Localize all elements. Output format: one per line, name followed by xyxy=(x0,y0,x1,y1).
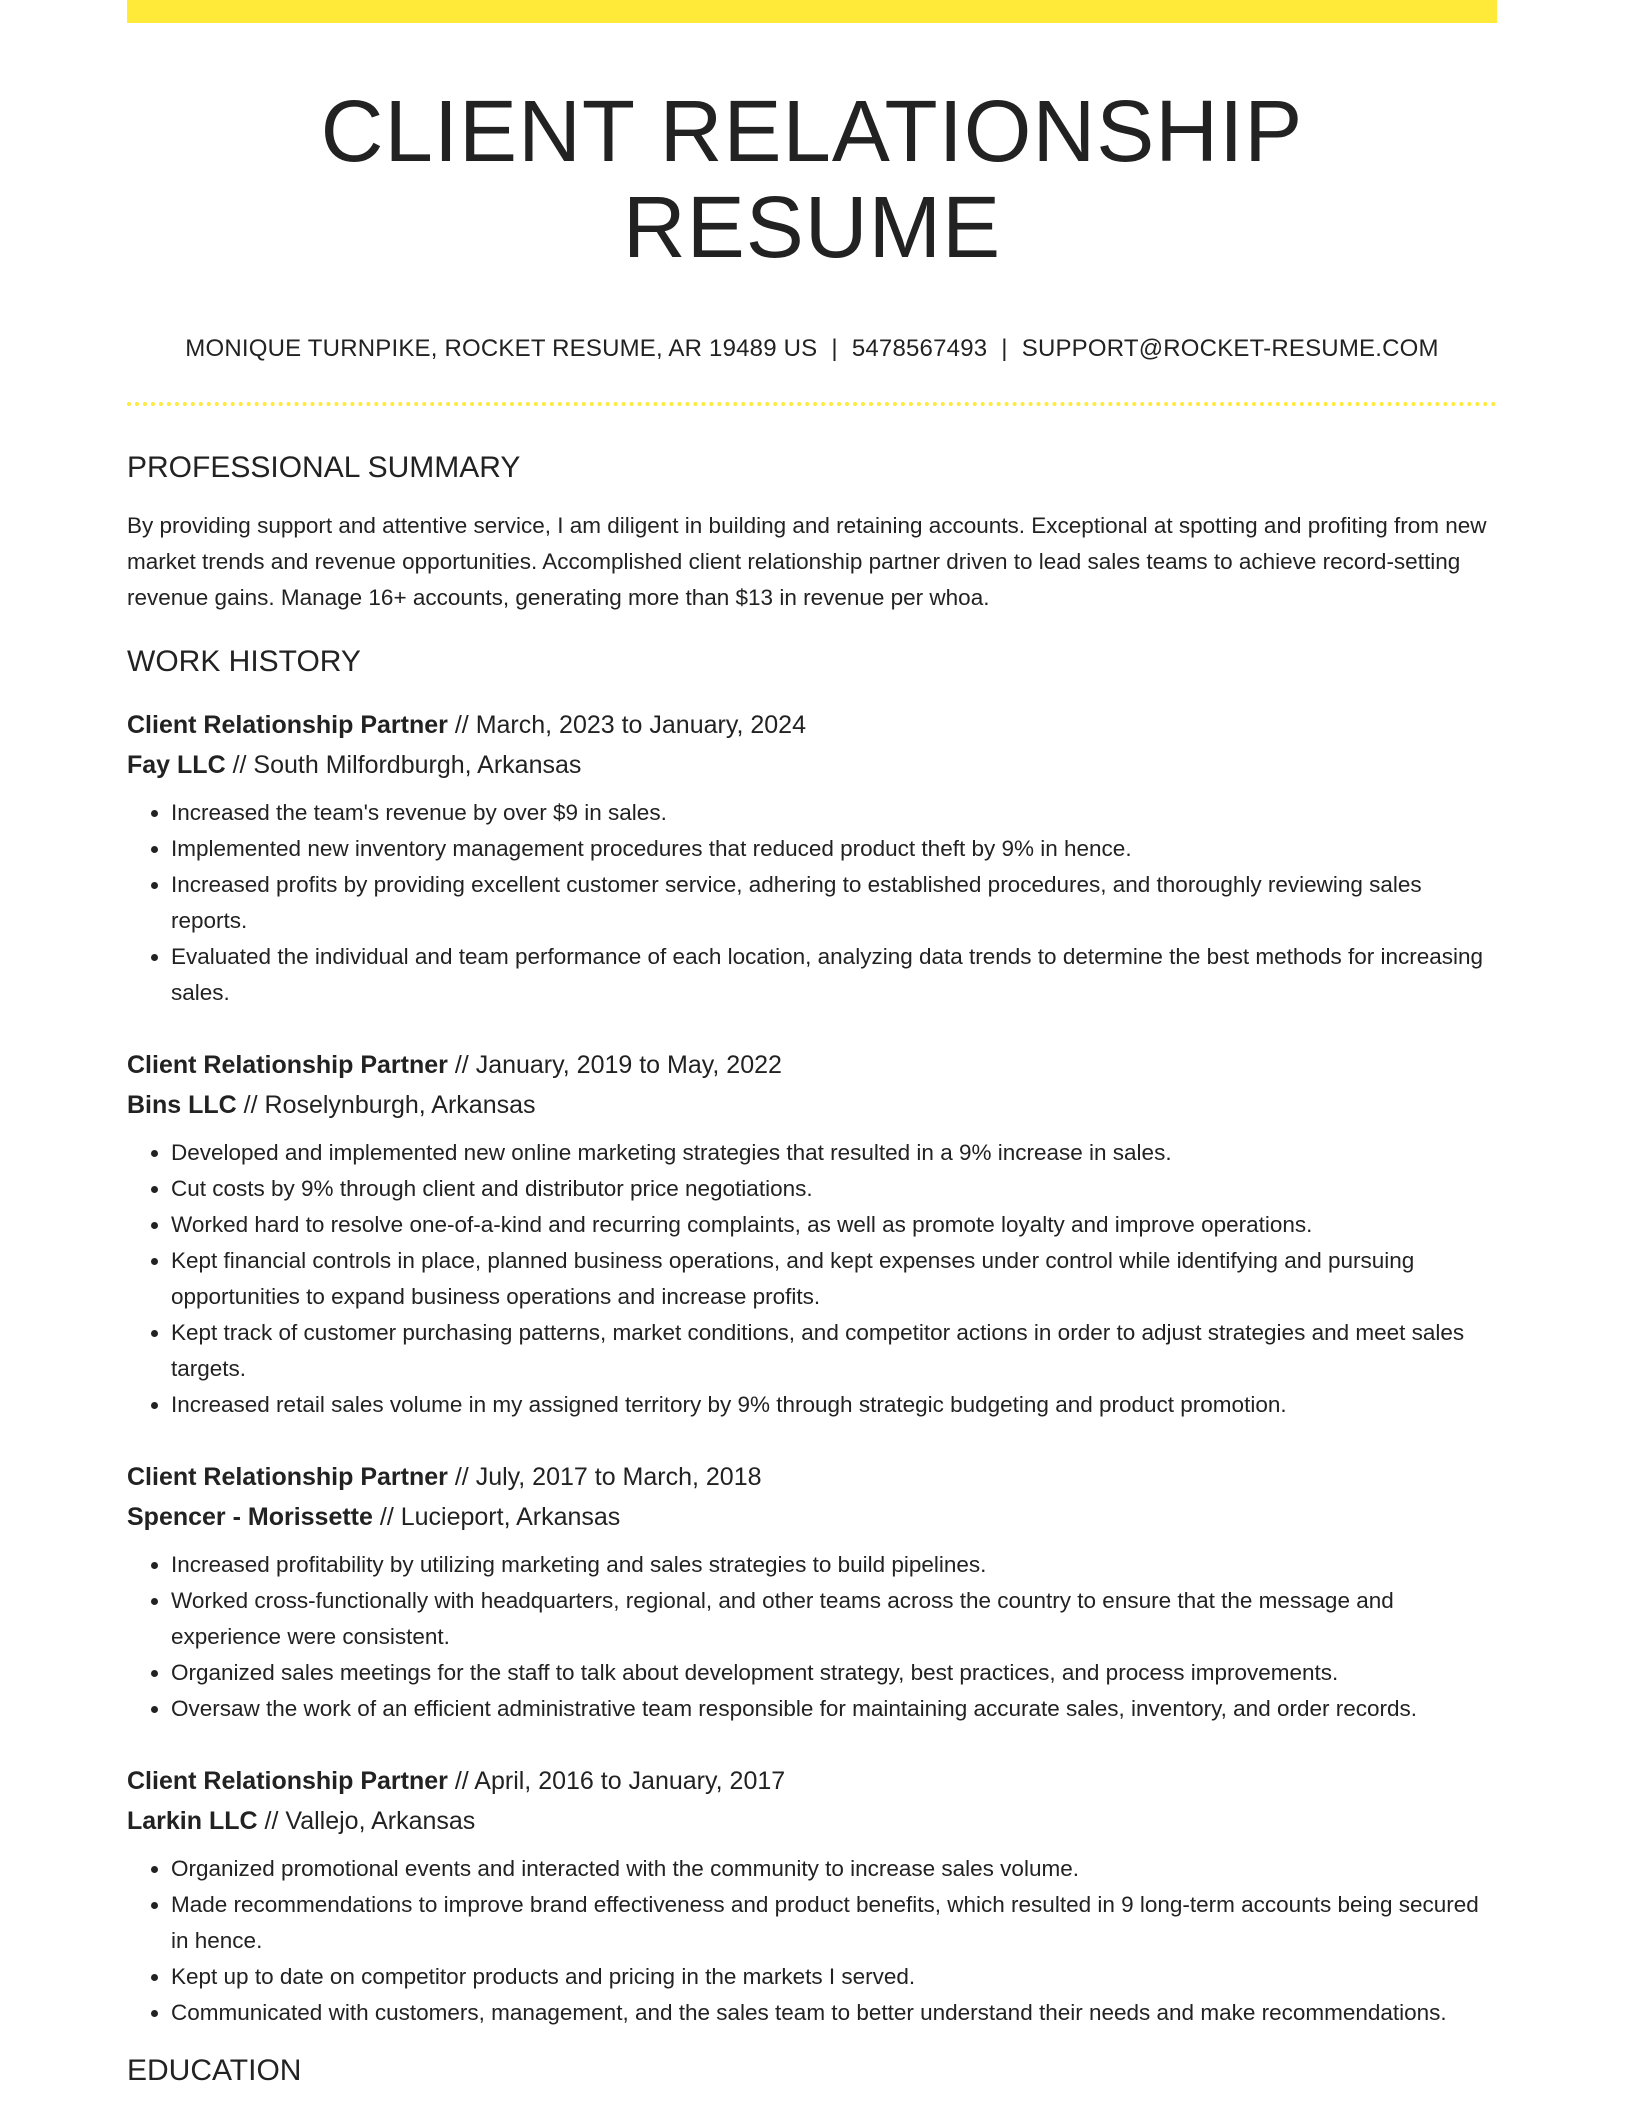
job-location: Vallejo, Arkansas xyxy=(285,1807,476,1836)
contact-address: MONIQUE TURNPIKE, ROCKET RESUME, AR 19489 US xyxy=(185,335,818,363)
job-title: Client Relationship Partner xyxy=(127,711,448,740)
job-dates: April, 2016 to January, 2017 xyxy=(474,1767,786,1796)
job-entry xyxy=(127,1045,1497,1423)
job-separator: // xyxy=(447,1463,476,1492)
job-title-line xyxy=(127,1761,1497,1801)
job-bullet: • Worked cross-functionally with headquarters, regional, and other teams across the country to ensure that the message and experience were consistent. xyxy=(171,1583,1497,1655)
job-bullet: • Cut costs by 9% through client and distributor price negotiations. xyxy=(171,1171,1497,1207)
job-bullet: • Evaluated the individual and team performance of each location, analyzing data trends to determine the best methods for increasing sales. xyxy=(171,939,1497,1011)
job-bullets xyxy=(127,1851,1497,2031)
job-company-line xyxy=(127,745,1497,785)
job-bullets xyxy=(127,1135,1497,1423)
summary-heading: PROFESSIONAL SUMMARY xyxy=(127,451,521,485)
job-bullet: • Increased profits by providing excellent customer service, adhering to established procedures, and thoroughly reviewing sales reports. xyxy=(171,867,1497,939)
job-bullet: • Increased retail sales volume in my assigned territory by 9% through strategic budgeting and product promotion. xyxy=(171,1387,1497,1423)
resume-page xyxy=(127,0,1497,2089)
job-bullet: • Organized sales meetings for the staff to talk about development strategy, best practices, and process improvements. xyxy=(171,1655,1497,1691)
job-bullet: • Kept financial controls in place, planned business operations, and kept expenses under control while identifying and pursuing opportunities to expand business operations and increase profits. xyxy=(171,1243,1497,1315)
job-bullet: • Organized promotional events and interacted with the community to increase sales volume. xyxy=(171,1851,1497,1887)
job-company: Fay LLC xyxy=(127,751,226,780)
job-location: South Milfordburgh, Arkansas xyxy=(253,751,582,780)
job-separator: // xyxy=(372,1503,401,1532)
job-separator: // xyxy=(257,1807,286,1836)
job-location: Lucieport, Arkansas xyxy=(400,1503,621,1532)
job-bullets xyxy=(127,1547,1497,1727)
job-bullet: • Implemented new inventory management procedures that reduced product theft by 9% in hence. xyxy=(171,831,1497,867)
contact-separator: | xyxy=(831,335,838,363)
job-title-line xyxy=(127,705,1497,745)
job-title: Client Relationship Partner xyxy=(127,1051,448,1080)
job-separator: // xyxy=(236,1091,265,1120)
job-company-line xyxy=(127,1085,1497,1125)
job-title-line xyxy=(127,1457,1497,1497)
job-company-line xyxy=(127,1801,1497,1841)
job-bullet: • Developed and implemented new online marketing strategies that resulted in a 9% increase in sales. xyxy=(171,1135,1497,1171)
contact-line xyxy=(127,335,1497,364)
summary-text: By providing support and attentive service, I am diligent in building and retaining accounts. Exceptional at spotting and profiting from new market trends and revenue opportunities. Accomplished client relationship partner driven to lead sales teams to achieve record-setting revenue gains. Manage 16+ accounts, generating more than $13 in revenue per whoa. xyxy=(127,513,1487,611)
job-dates: January, 2019 to May, 2022 xyxy=(475,1051,782,1080)
job-separator: // xyxy=(225,751,254,780)
education-heading: EDUCATION xyxy=(127,2054,302,2088)
job-entry xyxy=(127,1457,1497,1727)
resume-title: CLIENT RELATIONSHIP RESUME xyxy=(320,83,1304,276)
job-company: Bins LLC xyxy=(127,1091,237,1120)
contact-separator: | xyxy=(1001,335,1008,363)
job-separator: // xyxy=(447,711,476,740)
accent-top-bar xyxy=(127,0,1497,23)
job-bullet: • Oversaw the work of an efficient administrative team responsible for maintaining accurate sales, inventory, and order records. xyxy=(171,1691,1497,1727)
job-location: Roselynburgh, Arkansas xyxy=(264,1091,536,1120)
job-company: Spencer - Morissette xyxy=(127,1503,373,1532)
contact-phone: 5478567493 xyxy=(851,335,988,363)
job-company-line xyxy=(127,1497,1497,1537)
job-company: Larkin LLC xyxy=(127,1807,258,1836)
job-entry xyxy=(127,1761,1497,2031)
job-bullet: • Increased profitability by utilizing marketing and sales strategies to build pipelines. xyxy=(171,1547,1497,1583)
job-title: Client Relationship Partner xyxy=(127,1463,448,1492)
job-title-line xyxy=(127,1045,1497,1085)
job-bullet: • Kept track of customer purchasing patterns, market conditions, and competitor actions in order to adjust strategies and meet sales targets. xyxy=(171,1315,1497,1387)
job-dates: July, 2017 to March, 2018 xyxy=(475,1463,762,1492)
job-bullet: • Communicated with customers, management, and the sales team to better understand their needs and make recommendations. xyxy=(171,1995,1497,2031)
contact-email: SUPPORT@ROCKET-RESUME.COM xyxy=(1021,335,1439,363)
work-history-heading: WORK HISTORY xyxy=(127,645,361,679)
job-separator: // xyxy=(447,1767,475,1796)
job-bullet: • Kept up to date on competitor products and pricing in the markets I served. xyxy=(171,1959,1497,1995)
job-separator: // xyxy=(447,1051,476,1080)
job-bullet: • Worked hard to resolve one-of-a-kind and recurring complaints, as well as promote loyalty and improve operations. xyxy=(171,1207,1497,1243)
job-entry xyxy=(127,705,1497,1011)
job-bullets xyxy=(127,795,1497,1011)
job-dates: March, 2023 to January, 2024 xyxy=(475,711,806,740)
job-bullet: • Made recommendations to improve brand effectiveness and product benefits, which resulted in 9 long-term accounts being secured in hence. xyxy=(171,1887,1497,1959)
dotted-divider xyxy=(127,402,1497,406)
job-title: Client Relationship Partner xyxy=(127,1767,448,1796)
job-bullet: • Increased the team's revenue by over $9 in sales. xyxy=(171,795,1497,831)
